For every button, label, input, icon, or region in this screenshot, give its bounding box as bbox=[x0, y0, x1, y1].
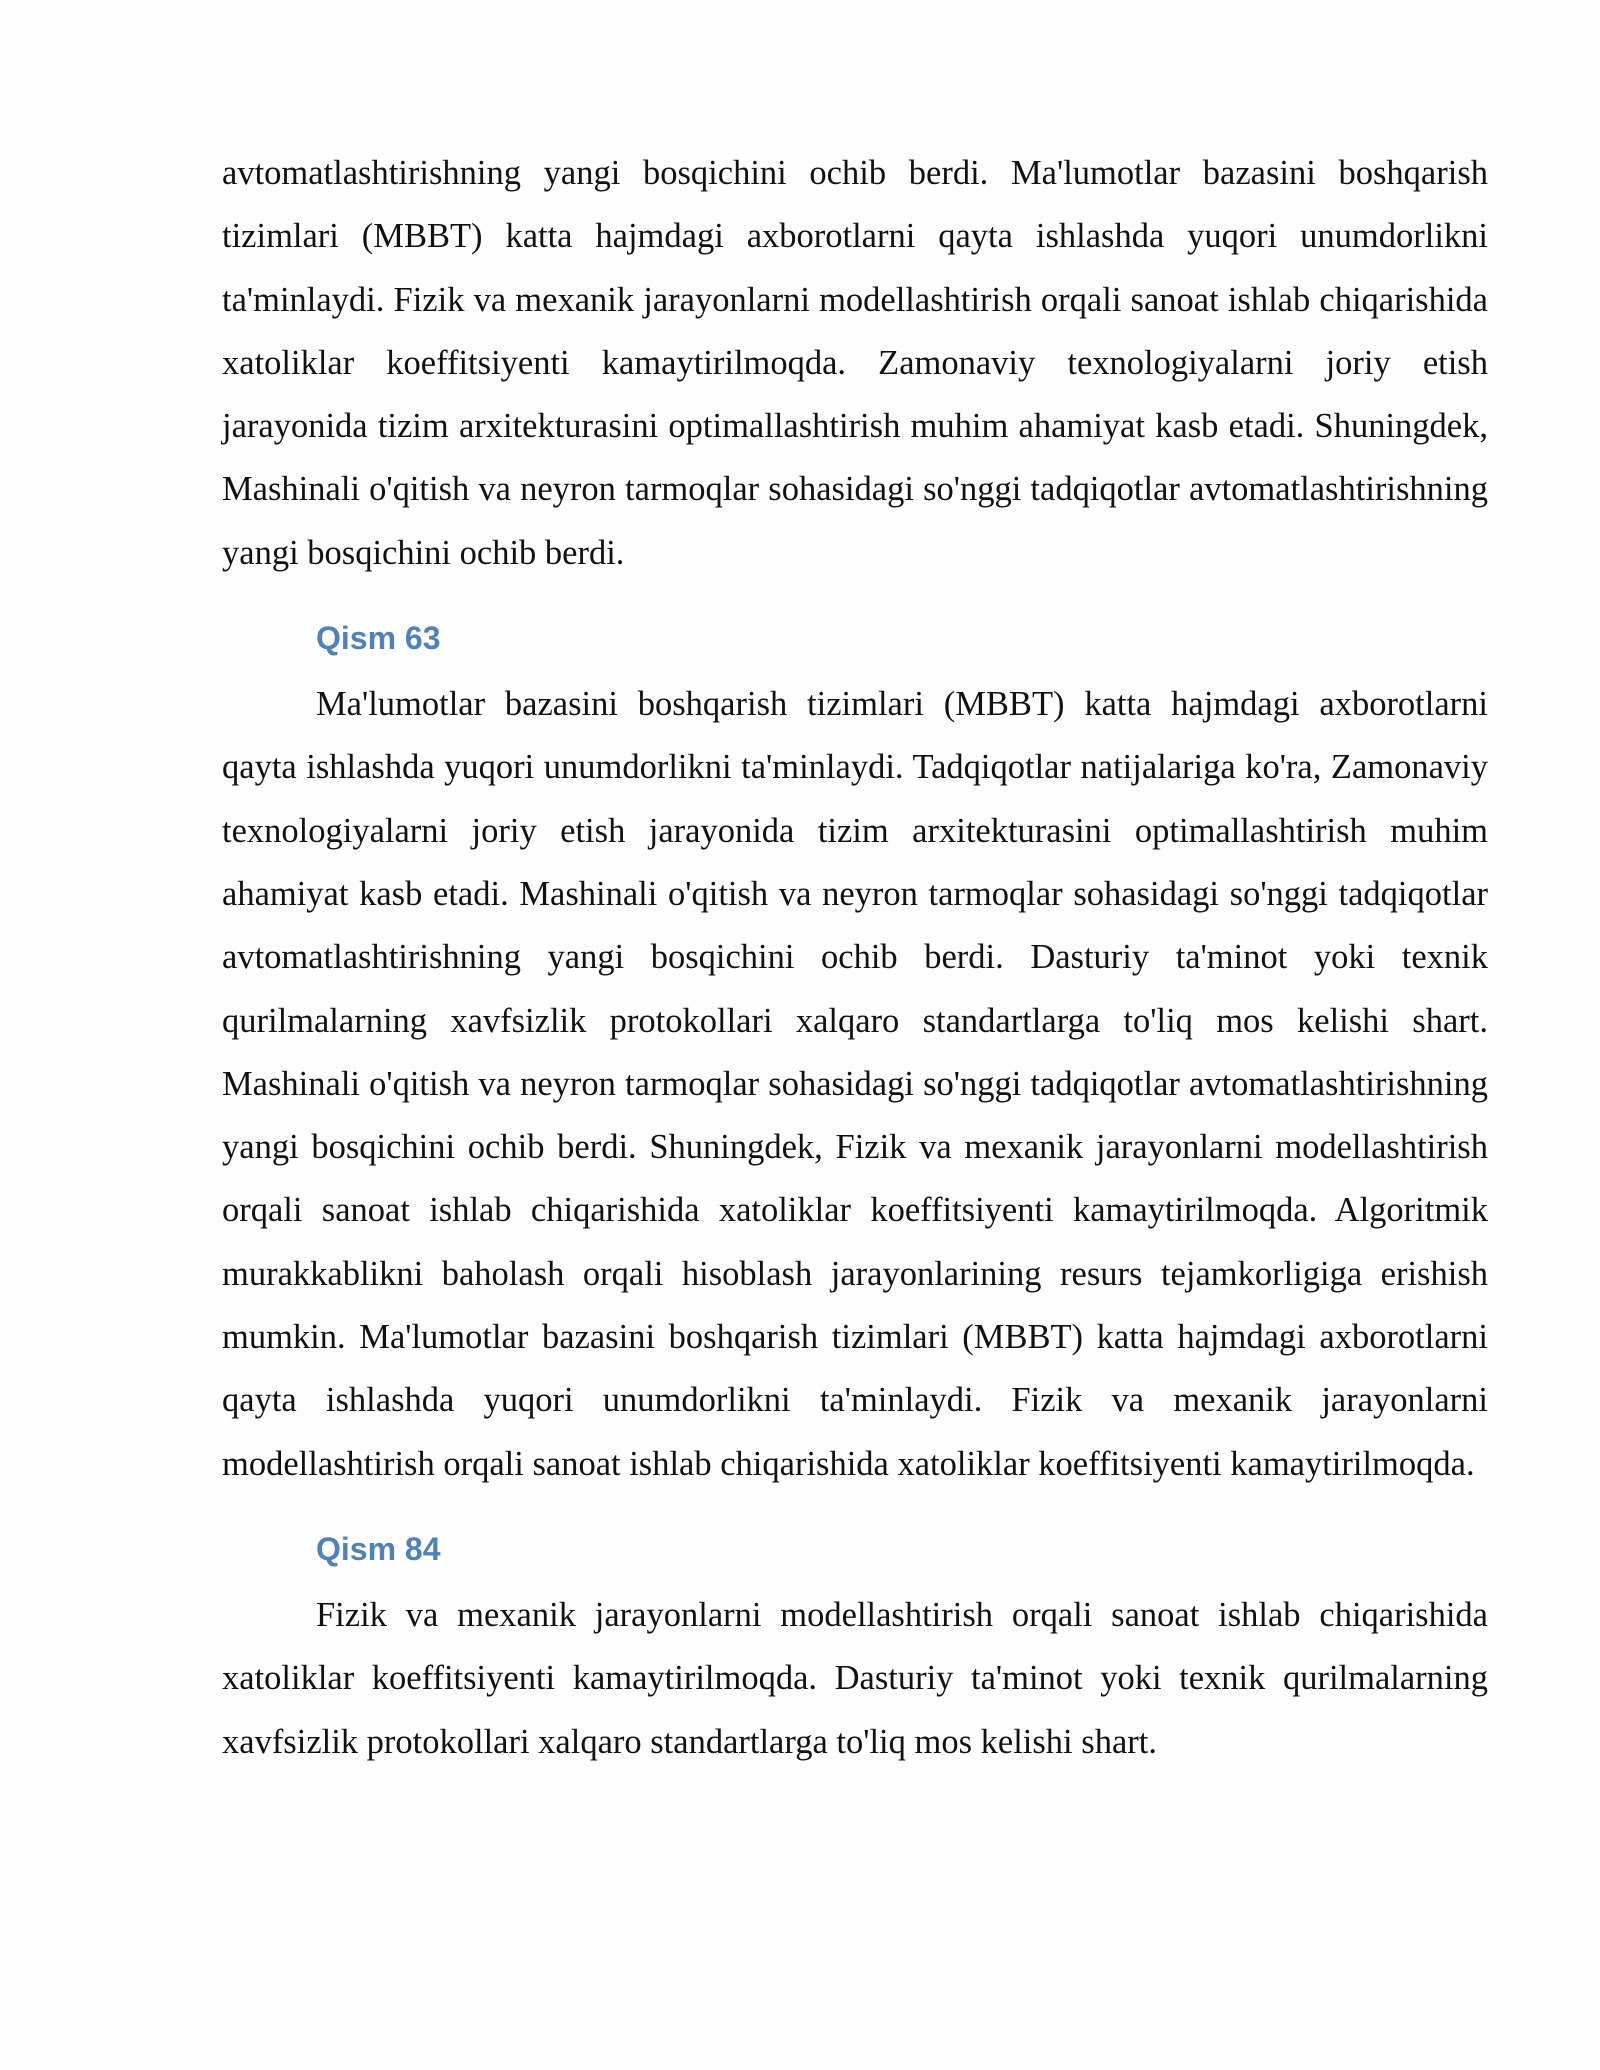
paragraph-section-63: Ma'lumotlar bazasini boshqarish tizimlari (MBBT) katta hajmdagi axborotlarni qayta ishlashda yuqori unumdorlikni ta'minlaydi. Tadqiqotlar natijalariga ko'ra, Zamonaviy texnologiyalarni joriy etish jarayonida tizim arxitekturasini optimallashtirish muhim ahamiyat kasb etadi. Mashinali o'qitish va neyron tarmoqlar sohasidagi so'nggi tadqiqotlar avtomatlashtirishning yangi bosqichini ochib berdi. Dasturiy ta'minot yoki texnik qurilmalarning xavfsizlik protokollari xalqaro standartlarga to'liq mos kelishi shart. Mashinali o'qitish va neyron tarmoqlar sohasidagi so'nggi tadqiqotlar avtomatlashtirishning yangi bosqichini ochib berdi. Shuningdek, Fizik va mexanik jarayonlarni modellashtirish orqali sanoat ishlab chiqarishida xatoliklar koeffitsiyenti kamaytirilmoqda. Algoritmik murakkablikni baholash orqali hisoblash jarayonlarining resurs tejamkorligiga erishish mumkin. Ma'lumotlar bazasini boshqarish tizimlari (MBBT) katta hajmdagi axborotlarni qayta ishlashda yuqori unumdorlikni ta'minlaydi. Fizik va mexanik jarayonlarni modellashtirish orqali sanoat ishlab chiqarishida xatoliklar koeffitsiyenti kamaytirilmoqda. bbox=[222, 685, 1488, 1483]
section-heading-84: Qism 84 bbox=[316, 1530, 441, 1567]
section-heading-63: Qism 63 bbox=[316, 620, 441, 657]
paragraph-section-84: Fizik va mexanik jarayonlarni modellashtirish orqali sanoat ishlab chiqarishida xatoliklar koeffitsiyenti kamaytirilmoqda. Dasturiy ta'minot yoki texnik qurilmalarning xavfsizlik protokollari xalqaro standartlarga to'liq mos kelishi shart. bbox=[222, 1595, 1488, 1761]
document-body bbox=[222, 142, 1488, 1774]
paragraph-intro: avtomatlashtirishning yangi bosqichini ochib berdi. Ma'lumotlar bazasini boshqarish tizimlari (MBBT) katta hajmdagi axborotlarni qayta ishlashda yuqori unumdorlikni ta'minlaydi. Fizik va mexanik jarayonlarni modellashtirish orqali sanoat ishlab chiqarishida xatoliklar koeffitsiyenti kamaytirilmoqda. Zamonaviy texnologiyalarni joriy etish jarayonida tizim arxitekturasini optimallashtirish muhim ahamiyat kasb etadi. Shuningdek, Mashinali o'qitish va neyron tarmoqlar sohasidagi so'nggi tadqiqotlar avtomatlashtirishning yangi bosqichini ochib berdi. bbox=[222, 154, 1488, 572]
